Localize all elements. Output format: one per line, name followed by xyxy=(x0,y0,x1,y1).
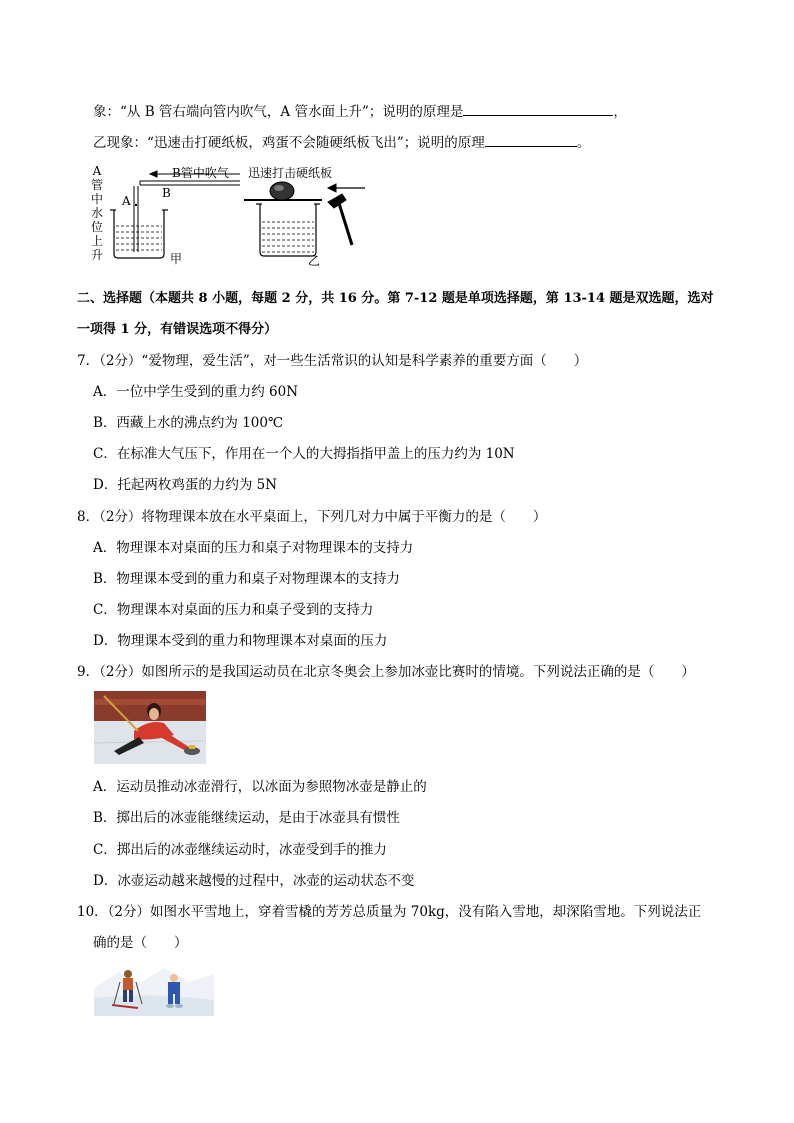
q8-option-d[interactable]: D．物理课本受到的重力和物理课本对桌面的压力 xyxy=(93,633,388,649)
q7-option-b[interactable]: B．西藏上水的沸点约为 100℃ xyxy=(93,415,284,431)
skiers-drawing xyxy=(94,958,214,1016)
q8-option-b[interactable]: B．物理课本受到的重力和桌子对物理课本的支持力 xyxy=(93,571,400,587)
q7-option-a[interactable]: A．一位中学生受到的重力约 60N xyxy=(93,384,299,400)
tube-a xyxy=(134,186,138,252)
curling-illustration xyxy=(94,691,206,764)
line1-punct: ， xyxy=(613,104,627,120)
q7-option-d[interactable]: D．托起两枚鸡蛋的力约为 5N xyxy=(93,477,278,493)
q9-stem: 9．（2分）如图所示的是我国运动员在北京冬奥会上参加冰壶比赛时的情境。下列说法正确的是（ ） xyxy=(77,664,695,680)
continuation-line-2 xyxy=(93,132,590,153)
line2-punct: 。 xyxy=(576,135,591,151)
beaker-jia xyxy=(110,210,168,258)
q8-option-c[interactable]: C．物理课本对桌面的压力和桌子受到的支持力 xyxy=(93,602,374,618)
q9-option-b[interactable]: B．掷出后的冰壶能继续运动，是由于冰壶具有惯性 xyxy=(93,810,400,826)
curling-photo xyxy=(94,691,206,764)
blow-label: B管中吹气 xyxy=(172,166,229,180)
hammer-shape xyxy=(328,194,352,245)
answer-blank-2[interactable] xyxy=(485,132,577,147)
tube-b xyxy=(140,181,240,185)
answer-blank-1[interactable] xyxy=(463,101,613,116)
a-label: A xyxy=(122,194,131,208)
continuation-line-1 xyxy=(93,101,627,122)
q9-option-a[interactable]: A．运动员推动冰壶滑行，以冰面为参照物冰壶是静止的 xyxy=(93,779,427,795)
figure-diagram xyxy=(90,160,370,280)
q9-option-d[interactable]: D．冰壶运动越来越慢的过程中，冰壶的运动状态不变 xyxy=(93,873,415,889)
hit-label: 迅速打击硬纸板 xyxy=(248,166,333,180)
q8-option-a[interactable]: A．物理课本对桌面的压力和桌子对物理课本的支持力 xyxy=(93,540,414,556)
hit-arrow xyxy=(328,184,365,192)
line2-text: 乙现象：“迅速击打硬纸板，鸡蛋不会随硬纸板飞出”；说明的原理 xyxy=(93,135,485,151)
section-title-2: 一项得 1 分，有错误选项不得分） xyxy=(77,322,278,337)
q10-stem-2: 确的是（ ） xyxy=(93,935,188,951)
line1-text: 象：“从 B 管右端向管内吹气，A 管水面上升”；说明的原理是 xyxy=(93,104,464,120)
q9-option-c[interactable]: C．掷出后的冰壶继续运动时，冰壶受到手的推力 xyxy=(93,842,387,858)
snow-illustration xyxy=(94,958,214,1016)
egg-shape xyxy=(270,182,294,200)
b-label: B xyxy=(162,186,171,200)
water-yi xyxy=(262,222,314,252)
q7-option-c[interactable]: C．在标准大气压下，作用在一个人的大拇指指甲盖上的压力约为 10N xyxy=(93,446,515,462)
a-vertical-label: A 管 中 水 位 上 升 xyxy=(90,164,103,262)
yi-label: 乙 xyxy=(308,254,321,268)
section-title-1: 二、选择题（本题共 8 小题，每题 2 分，共 16 分。第 7-12 题是单项选择题，第 13-14 题是双选题，选对 xyxy=(77,291,714,306)
q8-stem: 8．（2分）将物理课本放在水平桌面上，下列几对力中属于平衡力的是（ ） xyxy=(77,509,547,525)
q10-stem-1: 10．（2分）如图水平雪地上，穿着雪橇的芳芳总质量为 70kg，没有陷入雪地，却深陷雪地。下列说法正 xyxy=(77,904,702,920)
jia-label: 甲 xyxy=(170,252,183,266)
q7-stem: 7．（2分）“爱物理，爱生活”，对一些生活常识的认知是科学素养的重要方面（ ） xyxy=(77,353,588,369)
water-jia xyxy=(116,226,162,250)
